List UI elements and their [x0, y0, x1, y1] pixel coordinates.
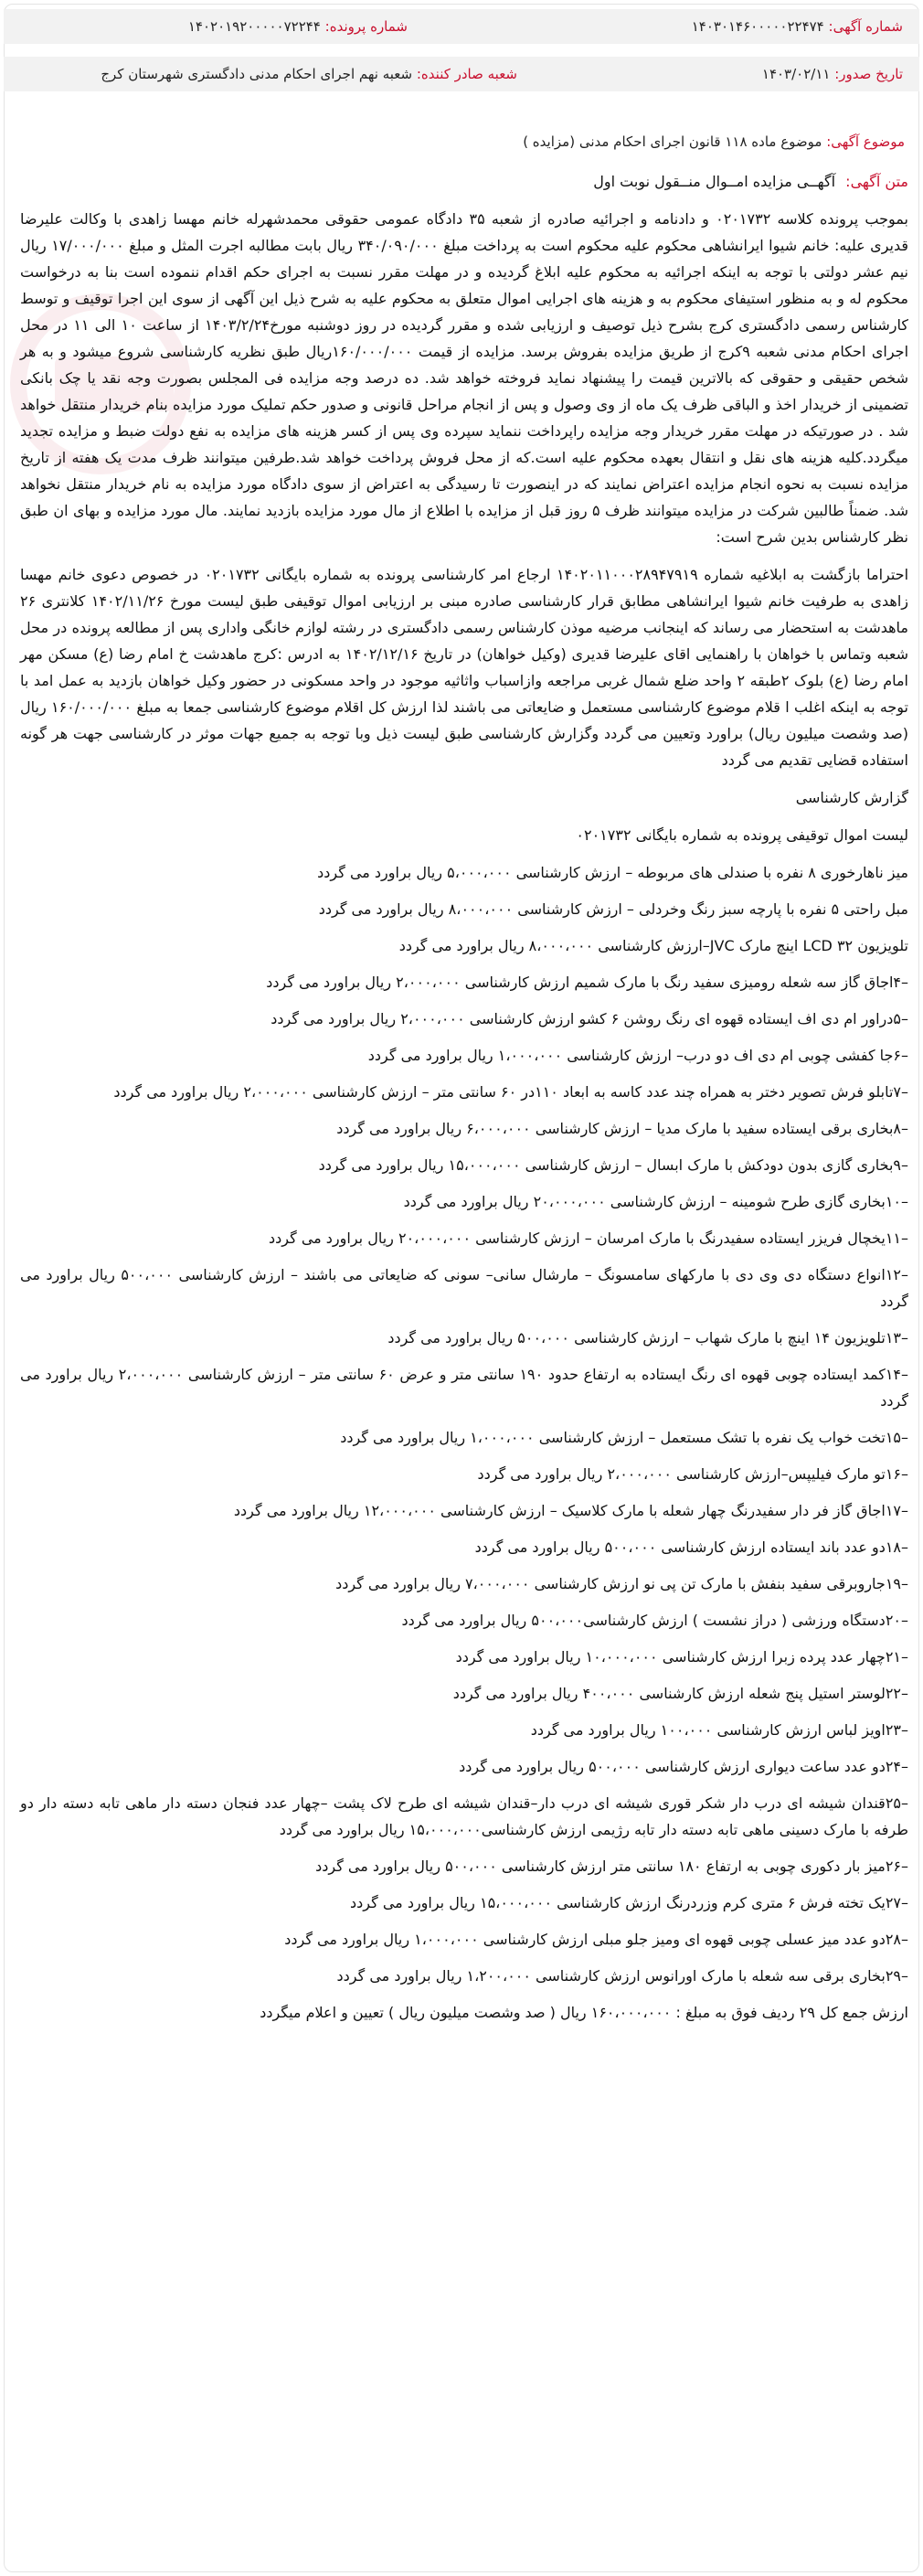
subject-line [523, 128, 905, 155]
list-item: –۱۱یخچال فریزر ایستاده سفیدرنگ با مارک امرسان – ارزش کارشناسی ۲۰،۰۰۰،۰۰۰ ریال براورد می گردد [269, 1229, 908, 1247]
list-item: –۲۱چهار عدد پرده زبرا ارزش کارشناسی ۱۰،۰۰۰،۰۰۰ ریال براورد می گردد [455, 1648, 908, 1666]
list-item: –۱۲انواع دستگاه دی وی دی با مارکهای سامسونگ – مارشال سانی– سونی که ضایعاتی می باشند – ارزش کارشناسی ۵۰۰،۰۰۰ ریال براورد می گردد [20, 1266, 908, 1310]
list-item: –۷تابلو فرش تصویر دختر به همراه چند عدد کاسه به ابعاد ۱۱۰در ۶۰ سانتی متر – ارزش کارشناسی ۲،۰۰۰،۰۰۰ ریال براورد می گردد [113, 1083, 908, 1101]
issue-date-label: تاریخ صدور: [834, 66, 903, 82]
list-item: –۵دراور ام دی اف ایستاده قهوه ای رنگ روشن ۶ کشو ارزش کارشناسی ۲،۰۰۰،۰۰۰ ریال براورد می گردد [271, 1010, 908, 1027]
list-item: –۲۸دو عدد میز عسلی چوبی قهوه ای ومیز جلو مبلی ارزش کارشناسی ۱،۰۰۰،۰۰۰ ریال براورد می گردد [284, 1931, 908, 1948]
list-item: –۲۶میز بار دکوری چوبی به ارتفاع ۱۸۰ سانتی متر ارزش کارشناسی ۵۰۰،۰۰۰ ریال براورد می گردد [315, 1857, 908, 1875]
issue-date-value: ۱۴۰۳/۰۲/۱۱ [761, 66, 831, 82]
body-text-label: متن آگهی: [845, 173, 908, 190]
report-title: گزارش کارشناسی [795, 789, 908, 806]
body-title-line [20, 168, 908, 195]
list-item: –۲۵قندان شیشه ای درب دار شکر قوری شیشه ای درب دار–قندان شیشه ای طرح لاک پشت –چهار عدد فنجان دسته دار ماهی تابه دسته دار دو طرفه با مارک دسینی ماهی تابه دسته دار تابه رژیمی ارزش کارشناسی۱۵،۰۰۰،۰۰۰ ریال براورد می گردد [20, 1794, 908, 1838]
ad-number-field [692, 9, 903, 44]
list-item: –۱۶تو مارک فیلیپس–ارزش کارشناسی ۲،۰۰۰،۰۰۰ ریال براورد می گردد [477, 1465, 908, 1483]
issuer-label: شعبه صادر کننده: [416, 66, 517, 82]
list-item: –۲۰دستگاه ورزشی ( دراز نشست ) ارزش کارشناسی۵۰۰،۰۰۰ ریال براورد می گردد [401, 1612, 908, 1629]
header-row-2 [4, 57, 919, 91]
header-row-1 [4, 9, 919, 44]
list-item: –۲۲لوستر استیل پنج شعله ارزش کارشناسی ۴۰۰،۰۰۰ ریال براورد می گردد [452, 1685, 908, 1702]
list-item: –۱۳تلویزیون ۱۴ اینچ با مارک شهاب – ارزش کارشناسی ۵۰۰،۰۰۰ ریال براورد می گردد [387, 1329, 908, 1347]
ad-body [20, 168, 908, 2037]
subject-label: موضوع آگهی: [826, 133, 905, 150]
issue-date-field [762, 57, 903, 91]
list-item: میز ناهارخوری ۸ نفره با صندلی های مربوطه – ارزش کارشناسی ۵،۰۰۰،۰۰۰ ریال براورد می گردد [317, 864, 908, 881]
list-item: مبل راحتی ۵ نفره با پارچه سبز رنگ وخردلی – ارزش کارشناسی ۸،۰۰۰،۰۰۰ ریال براورد می گردد [318, 900, 908, 918]
file-number-label: شماره پرونده: [324, 18, 408, 35]
total-line: ارزش جمع کل ۲۹ ردیف فوق به مبلغ : ۱۶۰،۰۰۰،۰۰۰ ریال ( صد وشصت میلیون ریال ) تعیین و اعلام میگردد [260, 2004, 908, 2021]
list-item: تلویزیون ۳۲ LCD اینچ مارک JVC–ارزش کارشناسی ۸،۰۰۰،۰۰۰ ریال براورد می گردد [398, 937, 908, 954]
list-item: –۹بخاری گازی بدون دودکش با مارک ابسال – ارزش کارشناسی ۱۵،۰۰۰،۰۰۰ ریال براورد می گردد [318, 1156, 908, 1174]
file-number-field [188, 9, 408, 44]
list-item: –۱۹جاروبرقی سفید بنفش با مارک تن پی نو ارزش کارشناسی ۷،۰۰۰،۰۰۰ ریال براورد می گردد [335, 1575, 908, 1592]
subject-value: موضوع ماده ۱۱۸ قانون اجرای احکام مدنی (مزایده ) [523, 133, 822, 150]
list-item: –۱۰بخاری گازی طرح شومینه – ارزش کارشناسی ۲۰،۰۰۰،۰۰۰ ریال براورد می گردد [403, 1193, 908, 1210]
list-item: –۲۴دو عدد ساعت دیواری ارزش کارشناسی ۵۰۰،۰۰۰ ریال براورد می گردد [459, 1758, 908, 1775]
list-item: –۲۳اویز لباس ارزش کارشناسی ۱۰۰،۰۰۰ ریال براورد می گردد [530, 1721, 908, 1739]
list-item: –۱۷اجاق گاز فر دار سفیدرنگ چهار شعله با مارک کلاسیک – ارزش کارشناسی ۱۲،۰۰۰،۰۰۰ ریال براورد می گردد [233, 1502, 908, 1519]
list-item: –۶جا کفشی چوبی ام دی اف دو درب– ارزش کارشناسی ۱،۰۰۰،۰۰۰ ریال براورد می گردد [367, 1047, 908, 1064]
issuer-value: شعبه نهم اجرای احکام مدنی دادگستری شهرستان کرج [101, 66, 413, 82]
paragraph-1: بموجب پرونده کلاسه ۰۲۰۱۷۳۲ و دادنامه و اجرائیه صادره از شعبه ۳۵ دادگاه عمومی حقوقی محمدشهرله خانم مهسا زاهدی با وکالت علیرضا قدیری علیه: خانم شیوا ایرانشاهی محکوم علیه محکوم است به پرداخت مبلغ ۳۴۰/۰۹۰/۰۰۰ ریال بابت مطالبه اجرت المثل و مبلغ ۱۷/۰۰۰/۰۰۰ ریال نیم عشر دولتی با توجه به اینکه اجرائیه به محکوم علیه ابلاغ گردیده و در مهلت مقرر نسبت به اجرای حکم اقدام ننموده است بنا به درخواست محکوم له و به منظور استیفای محکوم به و هزینه های اجرایی اموال متعلق به محکوم علیه به شرح ذیل این آگهی از سوی این اجرا توقیف و توسط کارشناس رسمی دادگستری کرج بشرح ذیل توصیف و ارزیابی شده و مقرر گردیده در روز دوشنبه مورخ۱۴۰۳/۲/۲۴ از ساعت ۱۰ الی ۱۱ در محل اجرای احکام مدنی شعبه ۹کرج از طریق مزایده بفروش برسد. مزایده از قیمت ۱۶۰/۰۰۰/۰۰۰ریال طبق نظریه کارشناسی شروع میشود و به هر شخص حقیقی و حقوقی که بالاترین قیمت را پیشنهاد نماید فروخته خواهد شد. ده درصد وجه مزایده فی المجلس بصورت وجه نقد یا چک بانکی تضمینی از خریدار اخذ و الباقی ظرف یک ماه از وی وصول و پس از انجام مراحل قانونی و صدور حکم تملیک مورد مزایده بنام خریدار منتقل خواهد شد . در صورتیکه در مهلت مقرر خریدار وجه مزایده راپرداخت ننماید سپرده وی پس از کسر هزینه های مزایده به نفع دولت ضبط و مزایده تجدید میگردد.کلیه هزینه های نقل و انتقال بعهده محکوم علیه است.که از محل فروش پرداخت خواهد شد.طرفین میتوانند ظرف مدت یک هفته از تاریخ مزایده نسبت به نحوه انجام مزایده اعتراض نمایند که در اینصورت تا رسیدگی به اعتراض از سوی دادگاه مورد مزایده به نام خریدار منتقل نخواهد شد. ضمناً طالبین شرکت در مزایده میتوانند ظرف ۵ روز قبل از مزایده با اطلاع از مال مورد مزایده بازدید نمایند. مال مورد مزایده و بهای ان طبق نظر کارشناس بدین شرح است: [20, 210, 909, 546]
list-item: –۴اجاق گاز سه شعله رومیزی سفید رنگ با مارک شمیم ارزش کارشناسی ۲،۰۰۰،۰۰۰ ریال براورد می گردد [266, 974, 908, 991]
list-item: –۱۴کمد ایستاده چوبی قهوه ای رنگ ایستاده به ارتفاع حدود ۱۹۰ سانتی متر و عرض ۶۰ سانتی متر – ارزش کارشناسی ۲،۰۰۰،۰۰۰ ریال براورد می گردد [20, 1366, 909, 1410]
items-list [20, 859, 908, 1989]
list-item: –۲۷یک تخته فرش ۶ متری کرم وزردرنگ ارزش کارشناسی ۱۵،۰۰۰،۰۰۰ ریال براورد می گردد [350, 1894, 908, 1911]
list-item: –۲۹بخاری برقی سه شعله با مارک اورانوس ارزش کارشناسی ۱،۲۰۰،۰۰۰ ریال براورد می گردد [336, 1967, 908, 1985]
list-item: –۱۸دو عدد باند ایستاده ارزش کارشناسی ۵۰۰،۰۰۰ ریال براورد می گردد [474, 1538, 908, 1556]
list-title: لیست اموال توقیفی پرونده به شماره بایگانی ۰۲۰۱۷۳۲ [576, 826, 908, 844]
list-item: –۱۵تخت خواب یک نفره با تشک مستعمل – ارزش کارشناسی ۱،۰۰۰،۰۰۰ ریال براورد می گردد [340, 1429, 908, 1446]
paragraph-2: احتراما بازگشت به ابلاغیه شماره ۱۴۰۲۰۱۱۰۰۰۲۸۹۴۷۹۱۹ ارجاع امر کارشناسی پرونده به شماره بایگانی ۰۲۰۱۷۳۲ در خصوص دعوی خانم مهسا زاهدی به طرفیت خانم شیوا ایرانشاهی مطابق قرار کارشناسی صادره مبنی بر ارزیابی اموال توقیفی طبق لیست مورخ ۱۴۰۲/۱۱/۲۶ کلانتری ۲۶ ماهدشت به استحضار می رساند که اینجانب مرضیه موذن کارشناس رسمی دادگستری در رشته لوازم خانگی واداری پس از مطالعه پرونده در محل شعبه وتماس با خواهان با راهنمایی اقای علیرضا قدیری (وکیل خواهان) در تاریخ ۱۴۰۲/۱۲/۱۶ به ادرس :کرج ماهدشت خ امام رضا (ع) مسکن مهر امام رضا (ع) بلوک ۲طبقه ۲ واحد ضلع شمال غربی مراجعه وازاسباب واثاثیه موجود در واحد مسکونی در حضور وکیل خواهان بازدید به عمل امد با توجه به اینکه اغلب ا قلام موضوع کارشناسی مستعمل و ضایعاتی می باشند لذا ارزش کل اقلام موضوع کارشناسی جمعا به مبلغ ۱۶۰/۰۰۰/۰۰۰ ریال (صد وشصت میلیون ریال) براورد وتعیین می گردد وگزارش کارشناسی طبق لیست ذیل وبا توجه به جمیع جهات موثر در کارشناسی جهت هر گونه استفاده قضایی تقدیم می گردد [20, 566, 909, 769]
ad-number-value: ۱۴۰۳۰۱۴۶۰۰۰۰۰۲۲۴۷۴ [691, 18, 824, 35]
ad-number-label: شماره آگهی: [828, 18, 903, 35]
body-title: آگهــی مزایده امــوال منــقول نوبت اول [593, 173, 836, 190]
file-number-value: ۱۴۰۲۰۱۹۲۰۰۰۰۰۷۲۲۴۴ [187, 18, 321, 35]
list-item: –۸بخاری برقی ایستاده سفید با مارک مدیا – ارزش کارشناسی ۶،۰۰۰،۰۰۰ ریال براورد می گردد [336, 1120, 908, 1137]
issuer-field [101, 57, 517, 91]
